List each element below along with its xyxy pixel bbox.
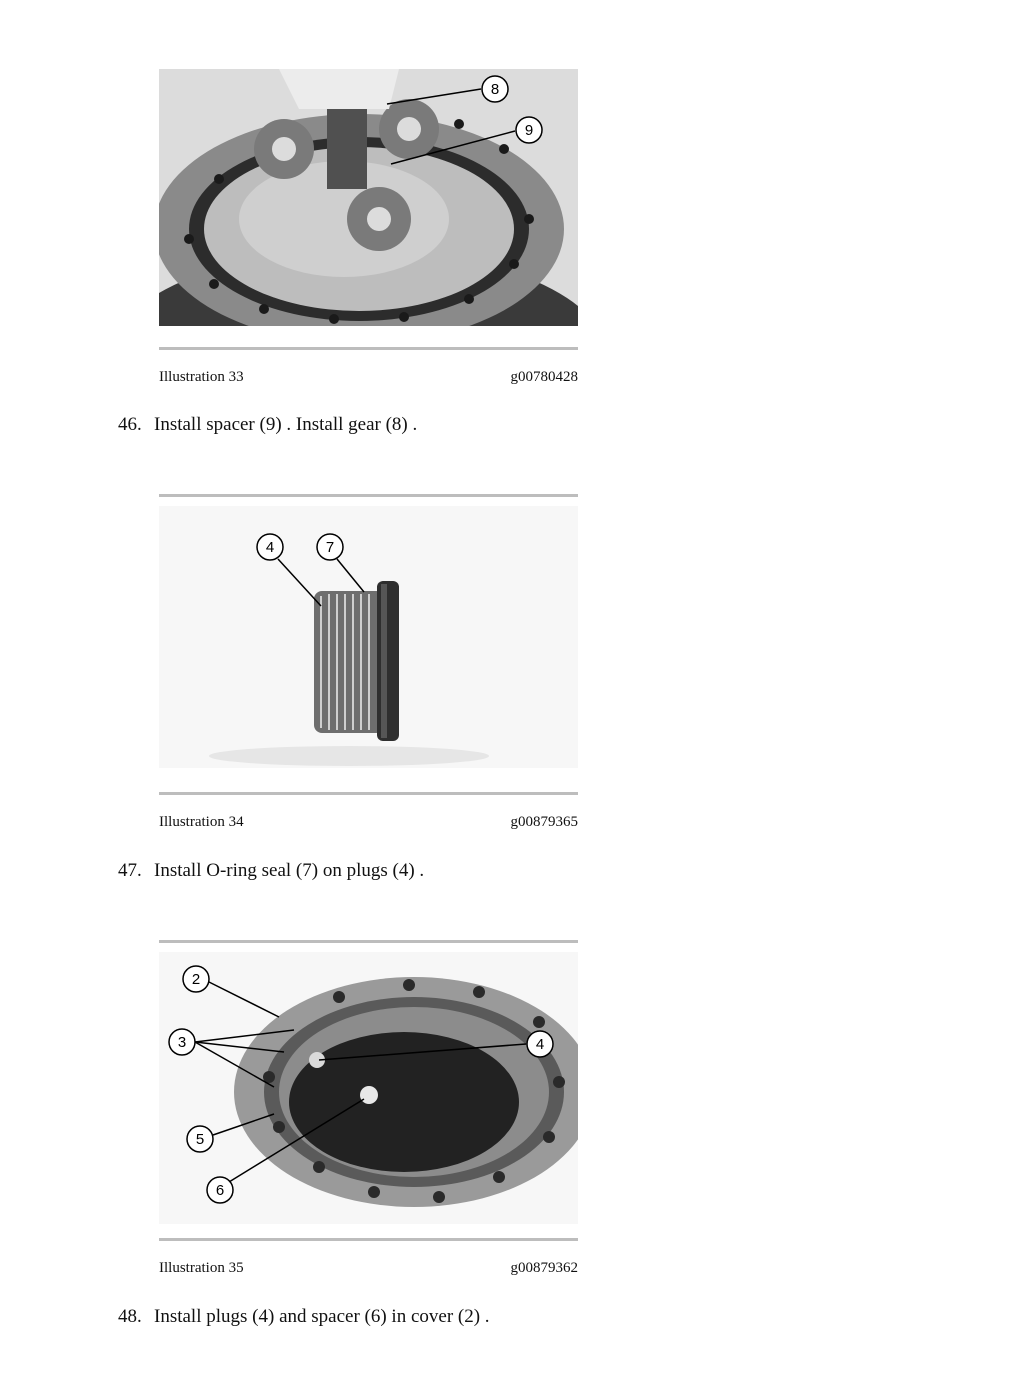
svg-text:4: 4: [265, 539, 275, 556]
svg-text:5: 5: [195, 1131, 205, 1148]
step-46: [118, 414, 417, 436]
caption-row: [159, 814, 578, 831]
step-text: Install O-ring seal (7) on plugs (4) .: [154, 860, 425, 881]
caption-rule: [159, 347, 578, 350]
step-48: [118, 1306, 490, 1328]
step-number: 46.: [118, 414, 142, 435]
step-number: 48.: [118, 1306, 142, 1327]
svg-text:6: 6: [215, 1182, 225, 1199]
caption-rule: [159, 1238, 578, 1241]
caption-rule: [159, 792, 578, 795]
illustration-34-photo: [159, 506, 578, 768]
svg-text:2: 2: [191, 971, 201, 988]
illustration-code: g00879365: [510, 814, 578, 830]
step-text: Install spacer (9) . Install gear (8) .: [154, 414, 418, 435]
caption-row: [159, 369, 578, 386]
illustration-caption: Illustration 33: [159, 369, 244, 385]
illustration-35-photo: [159, 952, 578, 1224]
illustration-33-photo: [159, 69, 578, 326]
caption-row: [159, 1260, 578, 1277]
figure-top-rule: [159, 940, 578, 943]
svg-text:7: 7: [325, 539, 335, 556]
figure-top-rule: [159, 494, 578, 497]
svg-text:4: 4: [535, 1036, 545, 1053]
svg-text:8: 8: [490, 81, 500, 98]
illustration-code: g00879362: [510, 1260, 578, 1276]
illustration-caption: Illustration 34: [159, 814, 244, 830]
step-47: [118, 860, 424, 882]
svg-text:9: 9: [524, 122, 534, 139]
illustration-code: g00780428: [510, 369, 578, 385]
step-text: Install plugs (4) and spacer (6) in cover (2) .: [154, 1306, 490, 1327]
svg-text:3: 3: [177, 1034, 187, 1051]
step-number: 47.: [118, 860, 142, 881]
illustration-caption: Illustration 35: [159, 1260, 244, 1276]
